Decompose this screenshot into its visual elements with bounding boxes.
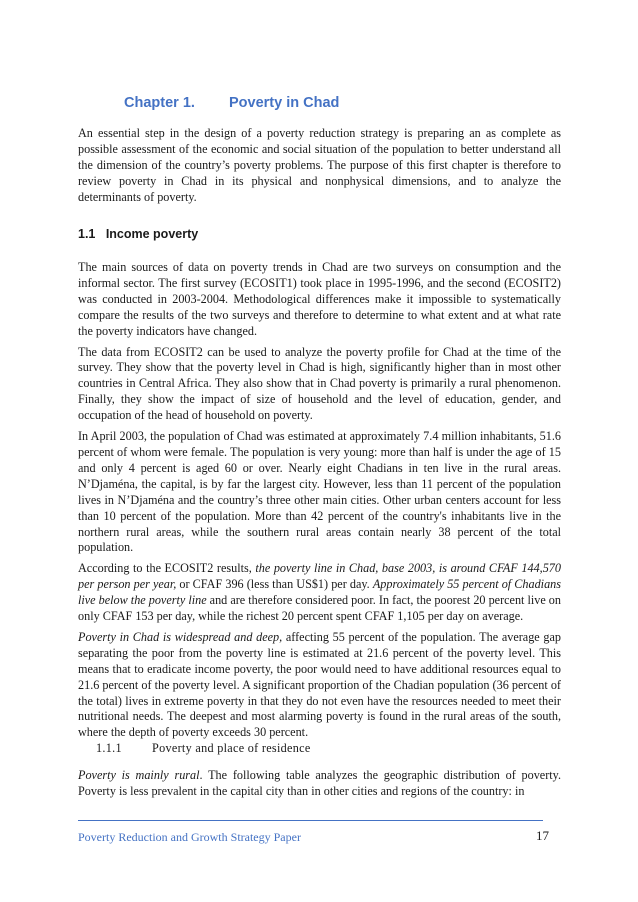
text-span: and are therefore considered poor. In fact, the poorest 20 percent live on only CFAF 153 per day, while the richest 20 percent spent CFAF 1,105 per day on average. xyxy=(78,593,561,624)
chapter-title: Poverty in Chad xyxy=(229,95,340,111)
subsection-heading xyxy=(96,741,311,756)
paragraph-poverty-depth xyxy=(78,630,561,741)
emphasis-poor-share: Approximately 55 percent of Chadians live below the poverty line xyxy=(78,577,561,608)
footer-divider xyxy=(78,820,543,821)
section-body xyxy=(78,260,561,746)
text-span: . The following table analyzes the geographic distribution of poverty. Poverty is less prevalent in the capital city than in other cities and regions of the country: in xyxy=(78,768,561,798)
text-span: or CFAF 396 (less than US$1) per day. xyxy=(176,577,373,592)
footer-title: Poverty Reduction and Growth Strategy Paper xyxy=(78,830,301,844)
paragraph-rural-poverty xyxy=(78,768,561,800)
text-span: affecting 55 percent of the population. The average gap separating the poor from the poverty line is estimated at 21.6 percent of the poverty level. This means that to eradicate income poverty, the poor would need to have additional resources equal to 21.6 percent of the poverty level. A significant proportion of the Chadian population (36 percent of the total) lives in extreme poverty in that they do not even have the resources needed to meet their nutritional needs. The deepest and most alarming poverty is found in the rural areas of the south, where the depth of poverty exceeds 30 percent. xyxy=(78,629,561,740)
intro-block xyxy=(78,126,561,211)
section-title: Income poverty xyxy=(105,227,199,241)
emphasis-widespread: Poverty in Chad is widespread and deep, xyxy=(78,629,283,644)
emphasis-poverty-line: the poverty line in Chad, base 2003, is around CFAF 144,570 per person per year, xyxy=(78,561,561,592)
chapter-number: Chapter 1. xyxy=(124,95,195,111)
paragraph-poverty-profile: The data from ECOSIT2 can be used to analyze the poverty profile for Chad at the time of the survey. They show that the poverty level in Chad is high, significantly higher than in most other countries in Central Africa. They also show that in Chad poverty is primarily a rural phenomenon. Finally, they show the impact of size of household and the level of education, gender, and occupation of the head of household on poverty. xyxy=(78,344,561,423)
subsection-title: Poverty and place of residence xyxy=(152,741,311,755)
paragraph-data-sources: The main sources of data on poverty trends in Chad are two surveys on consumption and the informal sector. The first survey (ECOSIT1) took place in 1995-1996, and the second (ECOSIT2) was conducted in 2003-2004. Methodological differences make it impossible to systematically compare the results of the two surveys and therefore to determine to what extent and at what rate the poverty indicators have changed. xyxy=(78,260,561,338)
subsection-number: 1.1.1 xyxy=(96,741,122,755)
section-number: 1.1 xyxy=(78,227,96,241)
page-number: 17 xyxy=(536,828,549,843)
emphasis-rural: Poverty is mainly rural xyxy=(78,768,200,782)
text-span: According to the ECOSIT2 results, xyxy=(78,561,256,576)
section-heading xyxy=(78,227,198,241)
subsection-body xyxy=(78,768,561,805)
intro-paragraph: An essential step in the design of a poverty reduction strategy is preparing an as complete as possible assessment of the economic and social situation of the population to better understand all the dimension of the country’s poverty problems. The purpose of this first chapter is therefore to review poverty in Chad in its physical and nonphysical dimensions, and to analyze the determinants of poverty. xyxy=(78,126,561,204)
paragraph-poverty-line xyxy=(78,561,561,625)
paragraph-population: In April 2003, the population of Chad was estimated at approximately 7.4 million inhabitants, 51.6 percent of whom were female. The population is very young: more than half is under the age of 15 and only 4 percent is aged 60 or over. Nearly eight Chadians in ten live in the rural areas. N’Djaména, the capital, is by far the largest city. However, less than 11 percent of the population lives in N’Djaména and the country’s three other main cities. Other urban centers account for less than 10 percent of the population. More than 42 percent of the country's inhabitants live in the northern rural areas, while the southern rural areas contain nearly 38 percent of the total population. xyxy=(78,429,561,555)
